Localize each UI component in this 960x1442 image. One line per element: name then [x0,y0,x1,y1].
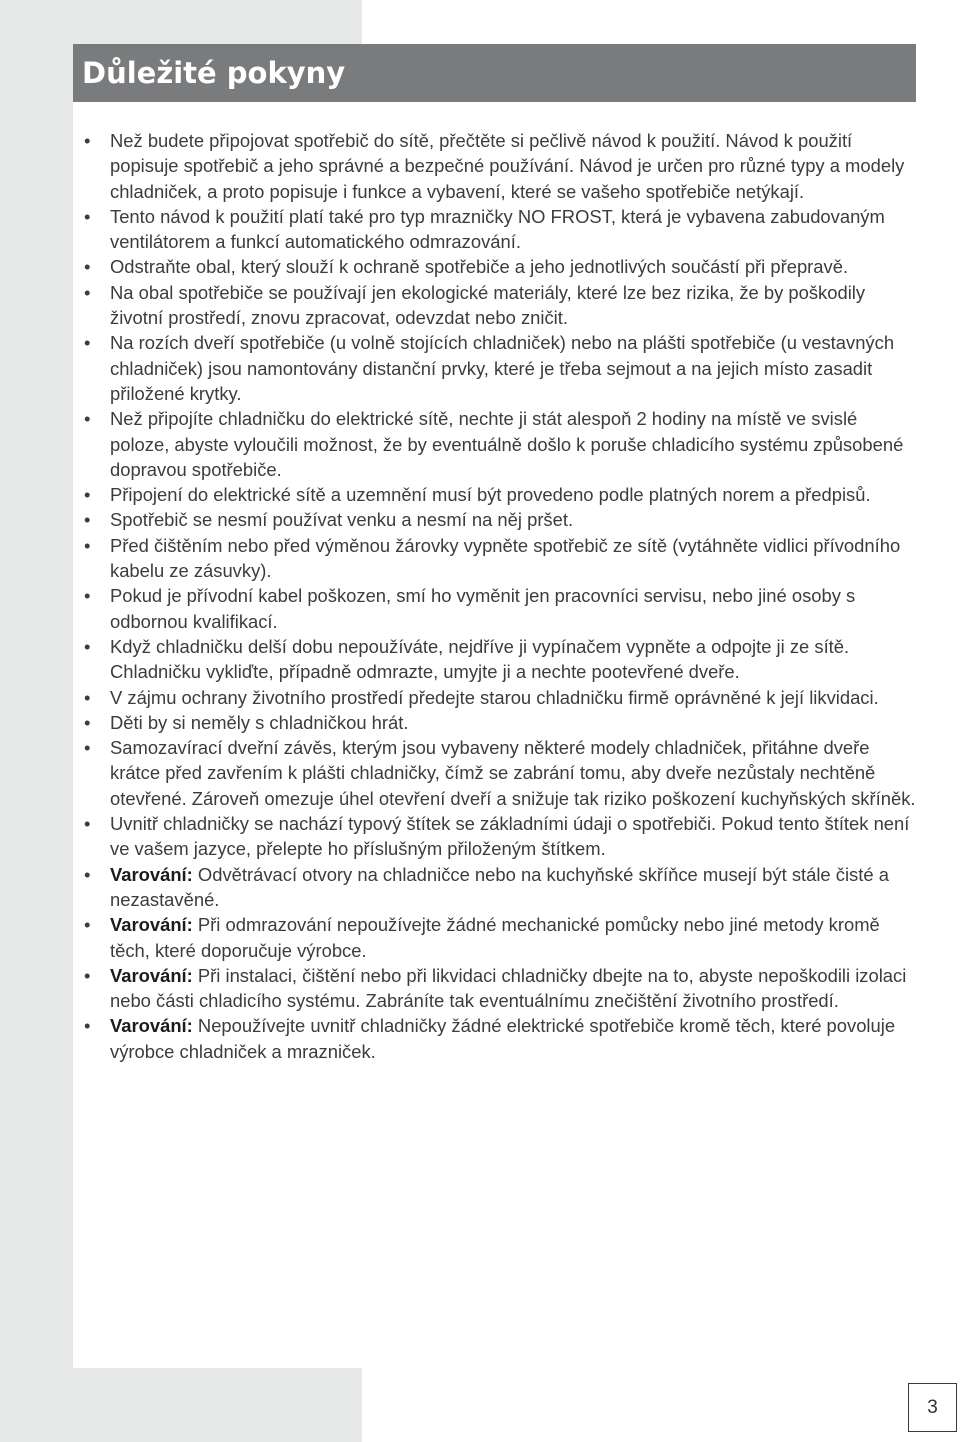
bullet-icon: • [84,484,91,506]
list-item [82,507,918,532]
list-item [82,406,918,482]
bullet-icon: • [84,813,91,835]
bullet-icon: • [84,964,91,986]
bullet-icon: • [84,585,91,607]
item-text: Než připojíte chladničku do elektrické sítě, nechte ji stát alespoň 2 hodiny na místě ve svislé poloze, abyste vyloučili možnost, že by eventuálně došlo k poruše chladicího systému způsobené dopravou spotřebiče. [110,408,904,480]
item-text: Odvětrávací otvory na chladničce nebo na kuchyňské skříňce musejí být stále čisté a nezastavěné. [110,863,889,910]
page-number: 3 [908,1383,957,1432]
list-item [82,330,918,406]
list-item [82,482,918,507]
title-bar [73,44,916,102]
bullet-icon: • [84,635,91,657]
bullet-icon: • [84,686,91,708]
list-item [82,862,918,913]
list-item [82,280,918,331]
item-text: Při odmrazování nepoužívejte žádné mechanické pomůcky nebo jiné metody kromě těch, které doporučuje výrobce. [110,914,880,961]
warning-label: Varování: [110,1015,193,1037]
item-text: Při instalaci, čištění nebo při likvidaci chladničky dbejte na to, abyste nepoškodili izolaci nebo části chladicího systému. Zabráníte tak eventuálnímu znečištění životního prostředí. [110,964,907,1012]
bullet-icon: • [84,534,91,556]
bullet-icon: • [84,914,91,936]
item-text: Uvnitř chladničky se nachází typový štítek se základními údaji o spotřebiči. Pokud tento štítek není ve vašem jazyce, přelepte ho příslušným přiloženým štítkem. [110,813,910,860]
bullet-icon: • [84,130,91,151]
list-item [82,128,918,204]
item-text: Na rozích dveří spotřebiče (u volně stojících chladniček) nebo na plášti spotřebiče (u vestavných chladniček) jsou namontovány distanční prvky, které je třeba sejmout a na jejich místo zasadit přiložené krytky. [110,332,895,404]
list-item [82,963,918,1014]
bullet-icon: • [84,711,91,733]
item-text: Děti by si neměly s chladničkou hrát. [110,711,409,733]
item-text: V zájmu ochrany životního prostředí předejte starou chladničku firmě oprávněné k její likvidaci. [110,686,879,708]
bullet-icon: • [84,332,91,354]
item-text: Spotřebič se nesmí používat venku a nesmí na něj pršet. [110,509,574,531]
list-item [82,1013,918,1064]
instructions-list [82,128,918,1064]
page-title: Důležité pokyny [82,56,346,90]
bullet-icon: • [84,509,91,531]
item-text: Když chladničku delší dobu nepoužíváte, nejdříve ji vypínačem vypněte a odpojte ji ze sítě. Chladničku vykliďte, případně odmrazte, umyjte ji a nechte pootevřené dveře. [110,635,850,683]
list-item [82,912,918,963]
list-item [82,685,918,710]
item-text: Nepoužívejte uvnitř chladničky žádné elektrické spotřebiče kromě těch, které povoluje výrobce chladniček a mrazniček. [110,1015,896,1062]
item-text: Na obal spotřebiče se používají jen ekologické materiály, které lze bez rizika, že by poškodily životní prostředí, znovu zpracovat, odevzdat nebo zničit. [110,281,866,329]
list-item [82,811,918,862]
warning-label: Varování: [110,914,193,936]
list-item [82,204,918,255]
bullet-icon: • [84,256,91,278]
bullet-icon: • [84,1015,91,1037]
list-item [82,254,918,279]
item-text: Samozavírací dveřní závěs, kterým jsou vybaveny některé modely chladniček, přitáhne dveře krátce před zavřením k plášti chladničky, čímž se zabrání tomu, aby dveře nezůstaly nechtěně otevřené. Zároveň omezuje úhel otevření dveří a snižuje tak riziko poškození kuchyňských skříněk. [110,737,916,809]
warning-label: Varování: [110,964,193,986]
item-text: Připojení do elektrické sítě a uzemnění musí být provedeno podle platných norem a předpisů. [110,484,871,506]
warning-label: Varování: [110,863,193,885]
bullet-icon: • [84,737,91,759]
list-item [82,533,918,584]
item-text: Tento návod k použití platí také pro typ mrazničky NO FROST, která je vybavena zabudovaným ventilátorem a funkcí automatického odmrazování. [110,205,885,253]
item-text: Odstraňte obal, který slouží k ochraně spotřebiče a jeho jednotlivých součástí při přepravě. [110,256,849,278]
item-text: Než budete připojovat spotřebič do sítě, přečtěte si pečlivě návod k použití. Návod k použití popisuje spotřebič a jeho správné a bezpečné používání. Návod je určen pro různé typy a modely chladniček, a proto popisuje i funkce a vybavení, které se vašeho spotřebiče netýkají. [110,130,905,202]
bullet-icon: • [84,408,91,430]
item-text: Před čištěním nebo před výměnou žárovky vypněte spotřebič ze sítě (vytáhněte vidlici přívodního kabelu ze zásuvky). [110,534,901,582]
bullet-icon: • [84,281,91,303]
list-item [82,634,918,685]
list-item [82,583,918,634]
list-item [82,735,918,811]
bullet-icon: • [84,205,91,227]
list-item [82,710,918,735]
item-text: Pokud je přívodní kabel poškozen, smí ho vyměnit jen pracovníci servisu, nebo jiné osoby s odbornou kvalifikací. [110,585,856,632]
bullet-icon: • [84,863,91,885]
